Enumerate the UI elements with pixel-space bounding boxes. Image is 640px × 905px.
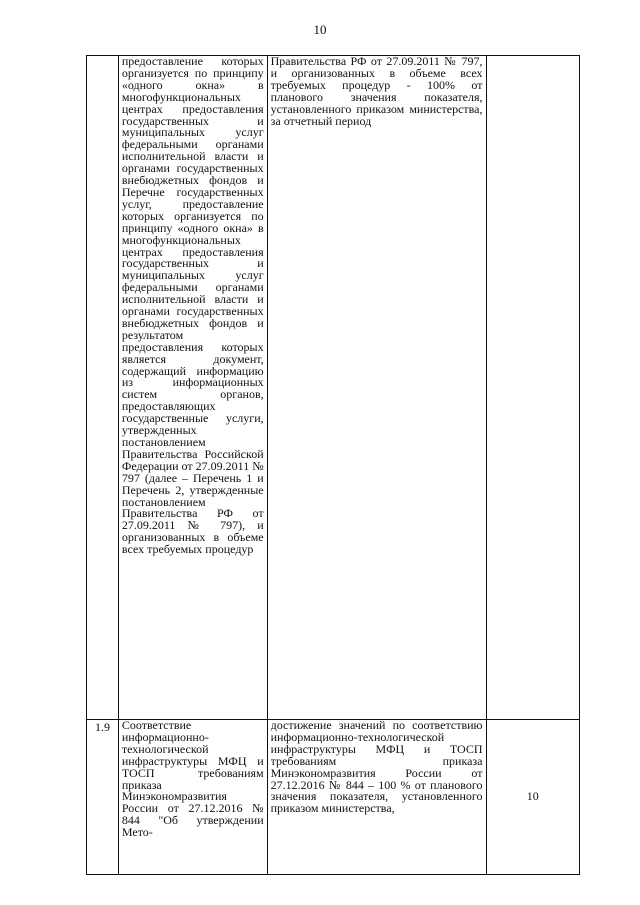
indicator-name-text: предоставление которых организуется по принципу «одного окна» в многофункциональных центрах предоставления государственных и муниципальных услуг федеральными органами исполнительной власти и органами государственных внебюджетных фондов и Перечне государственных услуг, предоставление которых организуется по принципу «одного окна» в многофункциональных центрах предоставления государственных и муниципальных услуг федеральными органами исполнительной власти и органами государственных внебюджетных фондов и результатом предоставления которых является документ, содержащий информацию из информационных систем органов, предоставляющих государственные услуги, утвержденных постановлением Правительства Российской Федерации от 27.09.2011 № 797 (далее – Перечень 1 и Перечень 2, утвержденные постановлением Правительства РФ от 27.09.2011 № 797), и организованных в объеме всех требуемых процедур	[121, 54, 264, 557]
indicator-name-text: Соответствие информационно-технологической инфраструктуры МФЦ и ТОСП требованиям приказа Минэкономразвития России от 27.12.2016 № 844 "Об утверждении Мето-	[121, 720, 264, 840]
row-number: 1.9	[94, 720, 110, 734]
indicator-name-cell	[118, 720, 267, 875]
score-cell	[486, 56, 580, 720]
criterion-cell	[267, 56, 486, 720]
score-value: 10	[526, 789, 539, 804]
criterion-text: Правительства РФ от 27.09.2011 № 797, и организованных в объеме всех требуемых процедур - 100% от планового значения показателя, установленного приказом министерства, за отчетный период	[270, 54, 483, 128]
row-number-cell	[87, 720, 119, 875]
page-number: 10	[313, 22, 327, 37]
table-row-continued	[87, 56, 580, 720]
table-row-1-9	[87, 720, 580, 875]
criterion-cell	[267, 720, 486, 875]
row-number-cell	[87, 56, 119, 720]
indicator-table	[86, 55, 580, 875]
score-cell	[486, 720, 580, 875]
criterion-text: достижение значений по соответствию информационно-технологической инфраструктуры МФЦ и ТОСП требованиям приказа Минэкономразвития России от 27.12.2016 № 844 – 100 % от планового значения показателя, установленного приказом министерства,	[270, 720, 483, 816]
indicator-name-cell	[118, 56, 267, 720]
